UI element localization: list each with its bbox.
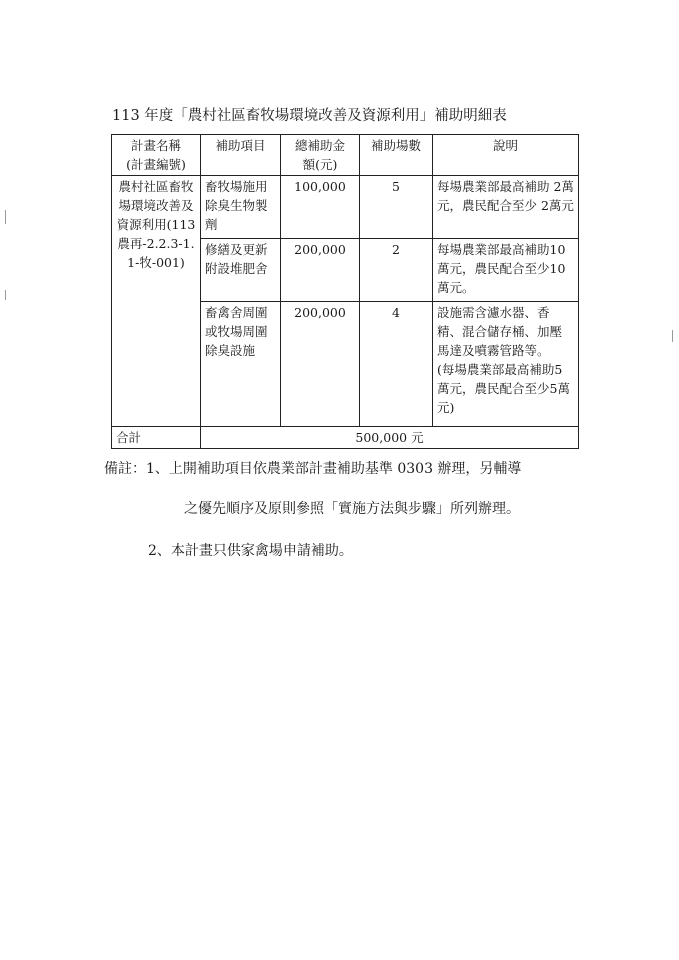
header-farm-count: 補助場數: [360, 135, 433, 176]
subsidy-item-cell: 畜禽舍周圍或牧場周圍除臭設施: [201, 302, 281, 427]
note-1-line-1: 備註：1、上開補助項目依農業部計畫補助基準 0303 辦理，另輔導: [104, 461, 522, 477]
note-2: 2、本計畫只供家禽場申請補助。: [148, 543, 353, 559]
farm-count-cell: 2: [360, 239, 433, 302]
amount-cell: 200,000: [281, 239, 360, 302]
header-total-amount: 總補助金 額(元): [281, 135, 360, 176]
subsidy-detail-table: [111, 134, 579, 449]
scan-artifact-right: [672, 330, 673, 342]
table-row: [112, 176, 579, 239]
subsidy-item-cell: 畜牧場施用除臭生物製劑: [201, 176, 281, 239]
total-row: [112, 427, 579, 449]
note-1-line-2: 之優先順序及原則參照「實施方法與步驟」所列辦理。: [184, 501, 520, 517]
header-description: 說明: [433, 135, 579, 176]
total-label: 合計: [112, 427, 201, 449]
header-subsidy-item: 補助項目: [201, 135, 281, 176]
subsidy-item-cell: 修繕及更新附設堆肥舍: [201, 239, 281, 302]
amount-cell: 200,000: [281, 302, 360, 427]
description-cell: 設施需含濾水器、香精、混合儲存桶、加壓馬達及噴霧管路等。 (每場農業部最高補助5萬元，農民配合至少5萬元): [433, 302, 579, 427]
plan-name-cell: 農村社區畜牧場環境改善及資源利用(113 農再-2.2.3-1.1-牧-001): [112, 176, 201, 427]
total-value: 500,000 元: [201, 427, 579, 449]
header-plan-name: 計畫名稱 (計畫編號): [112, 135, 201, 176]
description-cell: 每場農業部最高補助10萬元，農民配合至少10萬元。: [433, 239, 579, 302]
scan-artifact-left: [5, 290, 6, 300]
scan-artifact-left: [5, 210, 6, 224]
description-cell: 每場農業部最高補助 2萬元，農民配合至少 2萬元: [433, 176, 579, 239]
document-title: 113 年度「農村社區畜牧場環境改善及資源利用」補助明細表: [112, 108, 507, 124]
amount-cell: 100,000: [281, 176, 360, 239]
farm-count-cell: 4: [360, 302, 433, 427]
farm-count-cell: 5: [360, 176, 433, 239]
table-header-row: [112, 135, 579, 176]
